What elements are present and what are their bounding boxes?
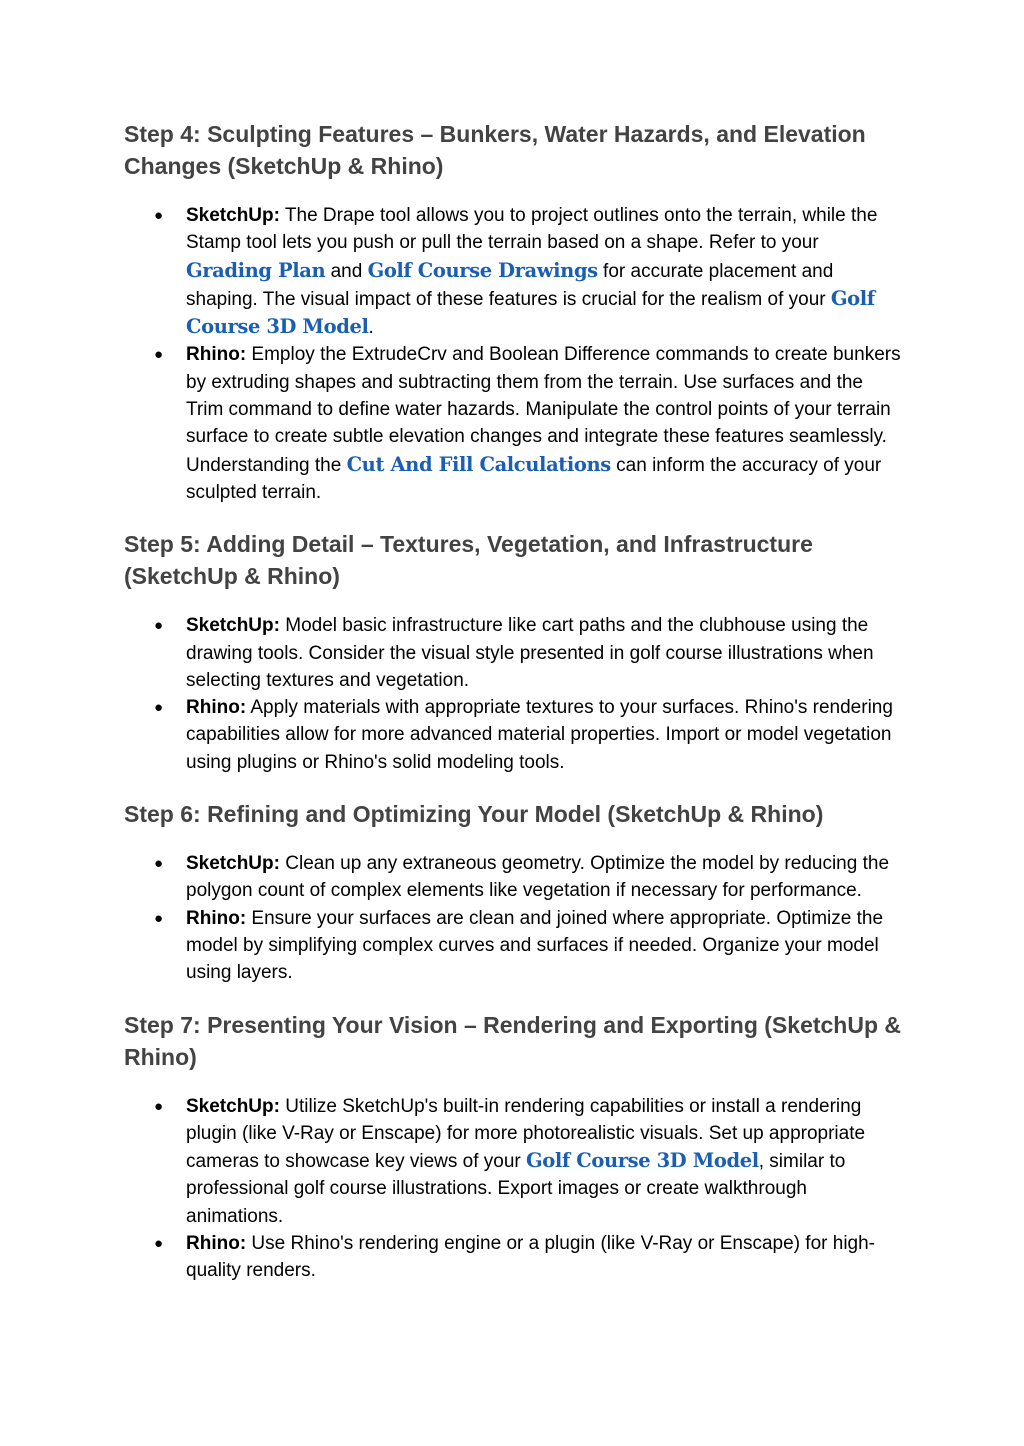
list-item-label: Rhino:: [186, 344, 247, 366]
bullet-icon: ●: [154, 909, 164, 927]
list-item-text: Model basic infrastructure like cart paths and the clubhouse using the drawing tools. Consider the visual style presented in golf course illustrations when selecting textures and vegetation.: [186, 615, 874, 691]
list-item-label: SketchUp:: [186, 1095, 280, 1117]
list-item-text: for accurate placement and shaping. The visual impact of these features is crucial for the realism of your: [186, 260, 834, 310]
list-item-text: Ensure your surfaces are clean and joined where appropriate. Optimize the model by simplifying complex curves and surfaces if needed. Organize your model using layers.: [186, 907, 884, 984]
golf-course-3d-model-link[interactable]: Golf Course 3D Model: [526, 1149, 759, 1173]
golf-course-drawings-link[interactable]: Golf Course Drawings: [367, 258, 598, 282]
list-item-text: Employ the ExtrudeCrv and Boolean Difference commands to create bunkers by extruding shapes and subtracting them from the terrain. Use surfaces and the Trim command to define water hazards. Manipulate the control points of your terrain surface to create subtle elevation changes and integrate these features seamlessly. Understanding the: [186, 344, 901, 476]
bullet-list-step-5: [124, 612, 904, 776]
section-heading-step-4: Step 4: Sculpting Features – Bunkers, Water Hazards, and Elevation Changes (SketchUp & Rhino): [124, 121, 866, 179]
list-item: [124, 905, 904, 987]
bullet-icon: ●: [154, 346, 164, 364]
bullet-icon: ●: [154, 855, 164, 873]
list-item-label: SketchUp:: [186, 205, 280, 226]
golf-course-3d-model-link[interactable]: Golf Course 3D Model: [186, 286, 875, 339]
list-item-text: Utilize SketchUp's built-in rendering capabilities or install a rendering plugin (like V-Ray or Enscape) for more photorealistic visuals. Set up appropriate cameras to showcase key views of your: [186, 1095, 866, 1173]
list-item-text: Clean up any extraneous geometry. Optimize the model by reducing the polygon count of complex elements like vegetation if necessary for performance.: [186, 853, 890, 902]
bullet-icon: ●: [154, 207, 164, 224]
bullet-icon: ●: [154, 617, 164, 635]
list-item-label: Rhino:: [186, 1233, 247, 1255]
list-item-label: SketchUp:: [186, 615, 280, 637]
list-item: [124, 850, 904, 905]
list-item-label: Rhino:: [186, 697, 247, 719]
list-item: [124, 341, 904, 506]
cut-and-fill-calculations-link[interactable]: Cut And Fill Calculations: [346, 452, 611, 476]
list-item-text: can inform the accuracy of your sculpted terrain.: [186, 454, 882, 503]
list-item: [124, 1093, 904, 1230]
list-item-text: , similar to professional golf course illustrations. Export images or create walkthrough animations.: [186, 1151, 846, 1227]
bullet-list-step-7: [124, 1093, 904, 1285]
list-item-text: Apply materials with appropriate textures to your surfaces. Rhino's rendering capabilities allow for more advanced material properties. Import or model vegetation using plugins or Rhino's solid modeling tools.: [186, 697, 893, 773]
list-item-text: and: [325, 260, 368, 282]
list-item-text: Use Rhino's rendering engine or a plugin (like V-Ray or Enscape) for high-quality renders.: [186, 1233, 876, 1282]
list-item: [124, 694, 904, 776]
list-item: [124, 202, 904, 341]
bullet-icon: ●: [154, 699, 164, 717]
list-item-label: SketchUp:: [186, 853, 280, 875]
bullet-icon: ●: [154, 1235, 164, 1253]
grading-plan-link[interactable]: Grading Plan: [186, 258, 326, 282]
list-item: [124, 1230, 904, 1285]
bullet-icon: ●: [154, 1097, 164, 1115]
document-page: [124, 118, 904, 1285]
section-heading-step-7: Step 7: Presenting Your Vision – Rendering and Exporting (SketchUp & Rhino): [124, 1011, 902, 1070]
list-item-label: Rhino:: [186, 907, 247, 929]
bullet-list-step-4: [124, 202, 904, 506]
section-heading-step-6: Step 6: Refining and Optimizing Your Model (SketchUp & Rhino): [124, 801, 824, 828]
list-item-text: .: [368, 317, 374, 339]
list-item-text: The Drape tool allows you to project outlines onto the terrain, while the Stamp tool lets you push or pull the terrain based on a shape. Refer to your: [186, 205, 878, 254]
section-heading-step-5: Step 5: Adding Detail – Textures, Vegetation, and Infrastructure (SketchUp & Rhino): [124, 531, 813, 590]
bullet-list-step-6: [124, 850, 904, 986]
list-item: [124, 612, 904, 694]
